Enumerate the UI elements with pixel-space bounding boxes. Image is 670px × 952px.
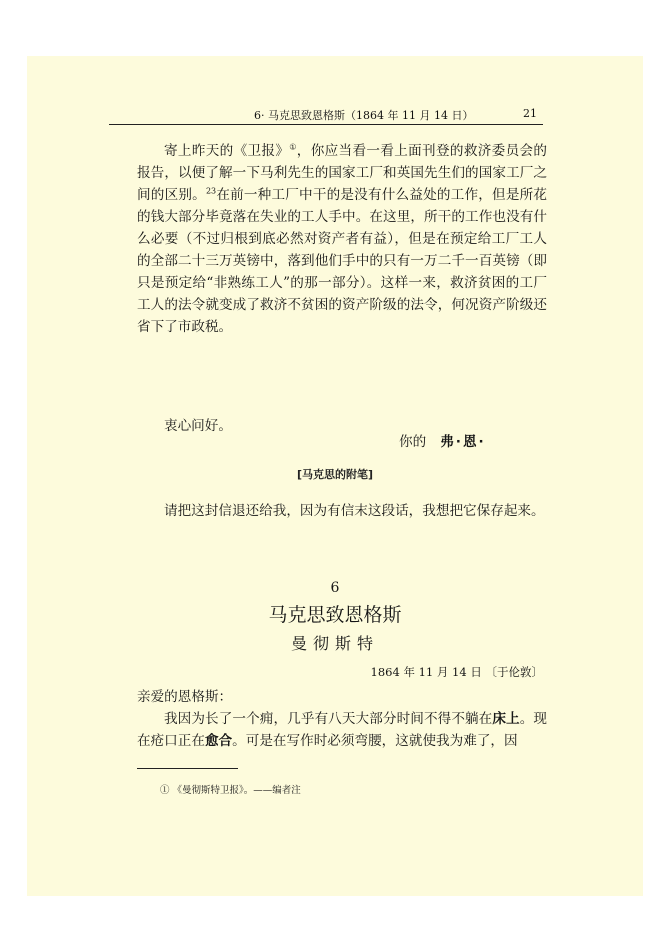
footnote-ref-1: ①: [289, 142, 297, 152]
paragraph-1-part-1: 寄上昨天的《卫报》: [164, 143, 290, 159]
letter-body-bold-2: 愈合: [204, 733, 233, 749]
letter-dateline: 1864 年 11 月 14 日 〔于伦敦〕: [370, 665, 543, 679]
footnote-text: 《曼彻斯特卫报》。——编者注: [172, 785, 301, 796]
header-rule: [109, 124, 543, 125]
letter-body-part-1: 我因为长了一个痈，几乎有八天大部分时间不得不躺在: [164, 711, 493, 727]
letter-number: 6: [330, 580, 340, 596]
signature: 弗·恩·: [440, 434, 486, 450]
letter-body-part-3: 。可是在写作时必须弯腰，这就使我为难了，因: [232, 733, 518, 749]
letter-title: 马克思致恩格斯: [268, 604, 402, 626]
paragraph-1-part-3: 在前一种工厂中干的是没有什么益处的工作，但是所花的钱大部分毕竟落在失业的工人手中。在这里，所干的工作也没有什么必要（不过归根到底必然对资产者有益），但是在预定给工厂工人的全部二十三万英镑中，落到他们手中的只有一万二千一百英镑（即只是预定给“非熟练工人”的那一部分）。这样一来，救济贫困的工厂工人的法令就变成了救济不贫困的资产阶级的法令，何况资产阶级还省下了市政税。: [137, 187, 548, 335]
footnote-rule: [137, 768, 238, 769]
signature-prefix: 你的: [399, 434, 427, 450]
letter-body-part-2: 。现在疮口正在: [137, 711, 548, 749]
running-header-title: 6· 马克思致恩格斯（1864 年 11 月 14 日）: [254, 109, 474, 122]
paragraph-1-part-2: ，你应当看一看上面刊登的救济委员会的报告，以便了解一下马利先生的国家工厂和英国先生们的国家工厂之间的区别。: [137, 143, 548, 203]
postscript-heading: [马克思的附笔]: [296, 468, 374, 481]
postscript-text: [137, 500, 547, 522]
endnote-ref-23: 23: [205, 186, 217, 196]
signature-line: [399, 430, 486, 450]
letter-place: 曼彻斯特: [290, 634, 379, 653]
closing-greeting: 衷心问好。: [164, 418, 232, 434]
letter-body-bold-1: 床上: [492, 711, 520, 727]
paragraph-1: [137, 140, 547, 338]
letter-salutation: 亲爱的恩格斯：: [137, 689, 233, 705]
footnote-mark: ①: [160, 785, 170, 796]
footnote: [160, 782, 301, 796]
page-number: 21: [523, 107, 537, 120]
postscript-paragraph: 请把这封信退还给我，因为有信末这段话，我想把它保存起来。: [164, 503, 545, 519]
letter-body: [137, 708, 547, 752]
running-header: [109, 104, 543, 124]
